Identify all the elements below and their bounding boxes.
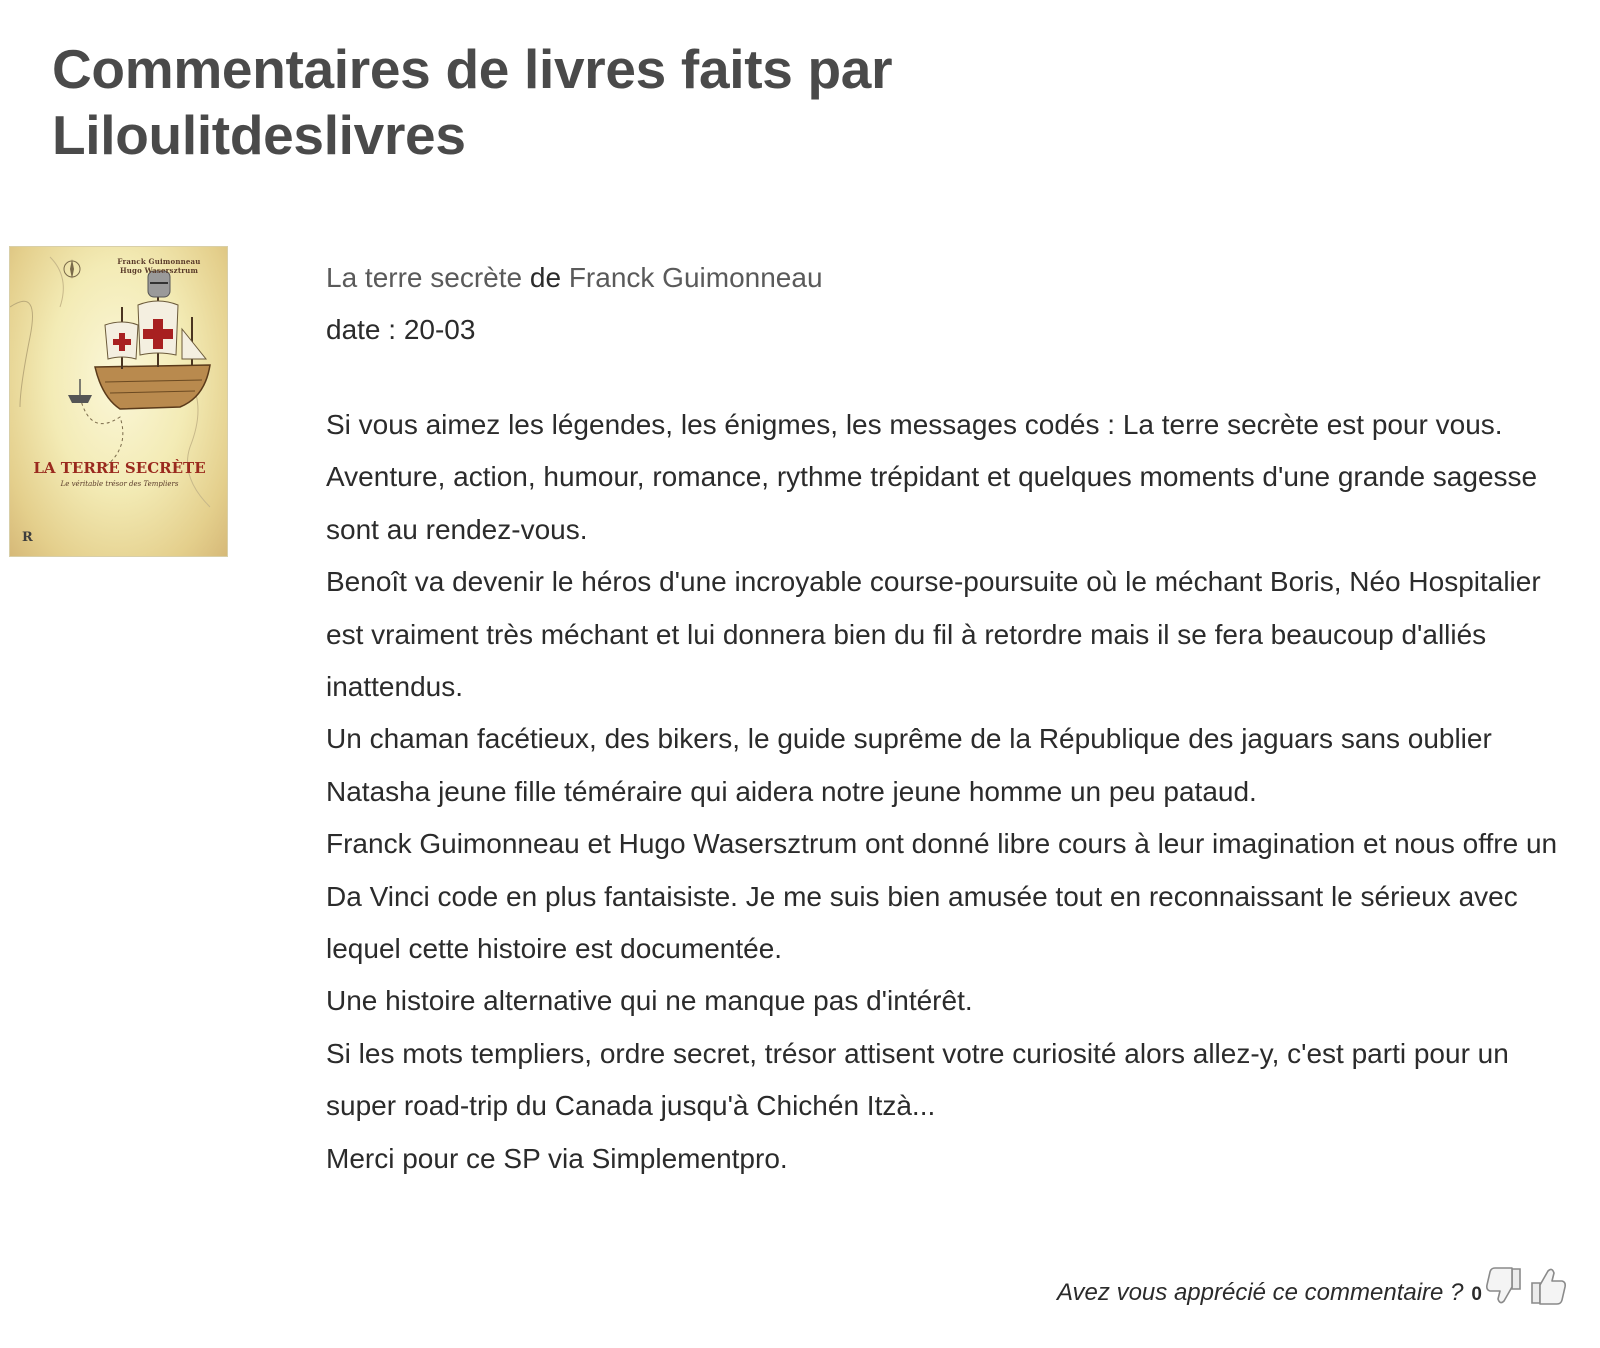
cover-authors — [94, 257, 224, 275]
cover-author-2: Hugo Wasersztrum — [119, 266, 199, 275]
author-link[interactable]: Franck Guimonneau — [568, 262, 823, 293]
book-cover-image[interactable] — [9, 246, 228, 557]
thumbs-down-icon[interactable] — [1482, 1263, 1526, 1309]
review-body — [326, 399, 1576, 1185]
review-paragraph: Merci pour ce SP via Simplementpro. — [326, 1142, 788, 1174]
review-paragraph: Une histoire alternative qui ne manque pas d'intérêt. — [326, 985, 973, 1017]
publisher-logo: R — [22, 530, 33, 545]
review-heading — [326, 252, 1576, 304]
book-title-link[interactable]: La terre secrète — [326, 262, 523, 293]
review-paragraph: Si les mots templiers, ordre secret, trésor attisent votre curiosité alors allez-y, c'est parti pour un super road-trip du Canada jusqu'à Chichén Itzà... — [326, 1037, 1509, 1122]
feedback-question: Avez vous apprécié ce commentaire ? — [1056, 1279, 1464, 1306]
cover-author-1: Franck Guimonneau — [117, 257, 201, 266]
cover-subtitle: Le véritable trésor des Templiers — [60, 480, 179, 488]
feedback-count: 0 — [1471, 1284, 1482, 1305]
cover-title: LA TERRE SECRÈTE — [33, 459, 206, 477]
review-feedback — [1057, 1262, 1570, 1310]
review-date: date : 20-03 — [326, 314, 476, 345]
review-paragraph: Aventure, action, humour, romance, rythme trépidant et quelques moments d'une grande sagesse sont au rendez-vous. — [326, 461, 1538, 545]
cover-illustration — [10, 247, 228, 557]
review-paragraph: Si vous aimez les légendes, les énigmes, les messages codés : La terre secrète est pour vous. — [326, 409, 1503, 440]
review-paragraph: Un chaman facétieux, des bikers, le guide suprême de la République des jaguars sans oublier Natasha jeune fille téméraire qui aidera notre jeune homme un peu pataud. — [326, 723, 1492, 807]
by-word: de — [529, 262, 562, 293]
thumbs-up-icon[interactable] — [1526, 1263, 1570, 1309]
review-content — [326, 252, 1576, 1185]
review-paragraph: Franck Guimonneau et Hugo Wasersztrum ont donné libre cours à leur imagination et nous offre un Da Vinci code en plus fantaisiste. Je me suis bien amusée tout en reconnaissant le sérieux avec lequel cette histoire est documentée. — [326, 828, 1558, 965]
review-paragraph: Benoît va devenir le héros d'une incroyable course-poursuite où le méchant Boris, Néo Hospitalier est vraiment très méchant et lui donnera bien du fil à retordre mais il se fera beaucoup d'alliés inattendus. — [326, 566, 1541, 703]
page-title: Commentaires de livres faits par Liloulitdeslivres — [52, 38, 893, 166]
